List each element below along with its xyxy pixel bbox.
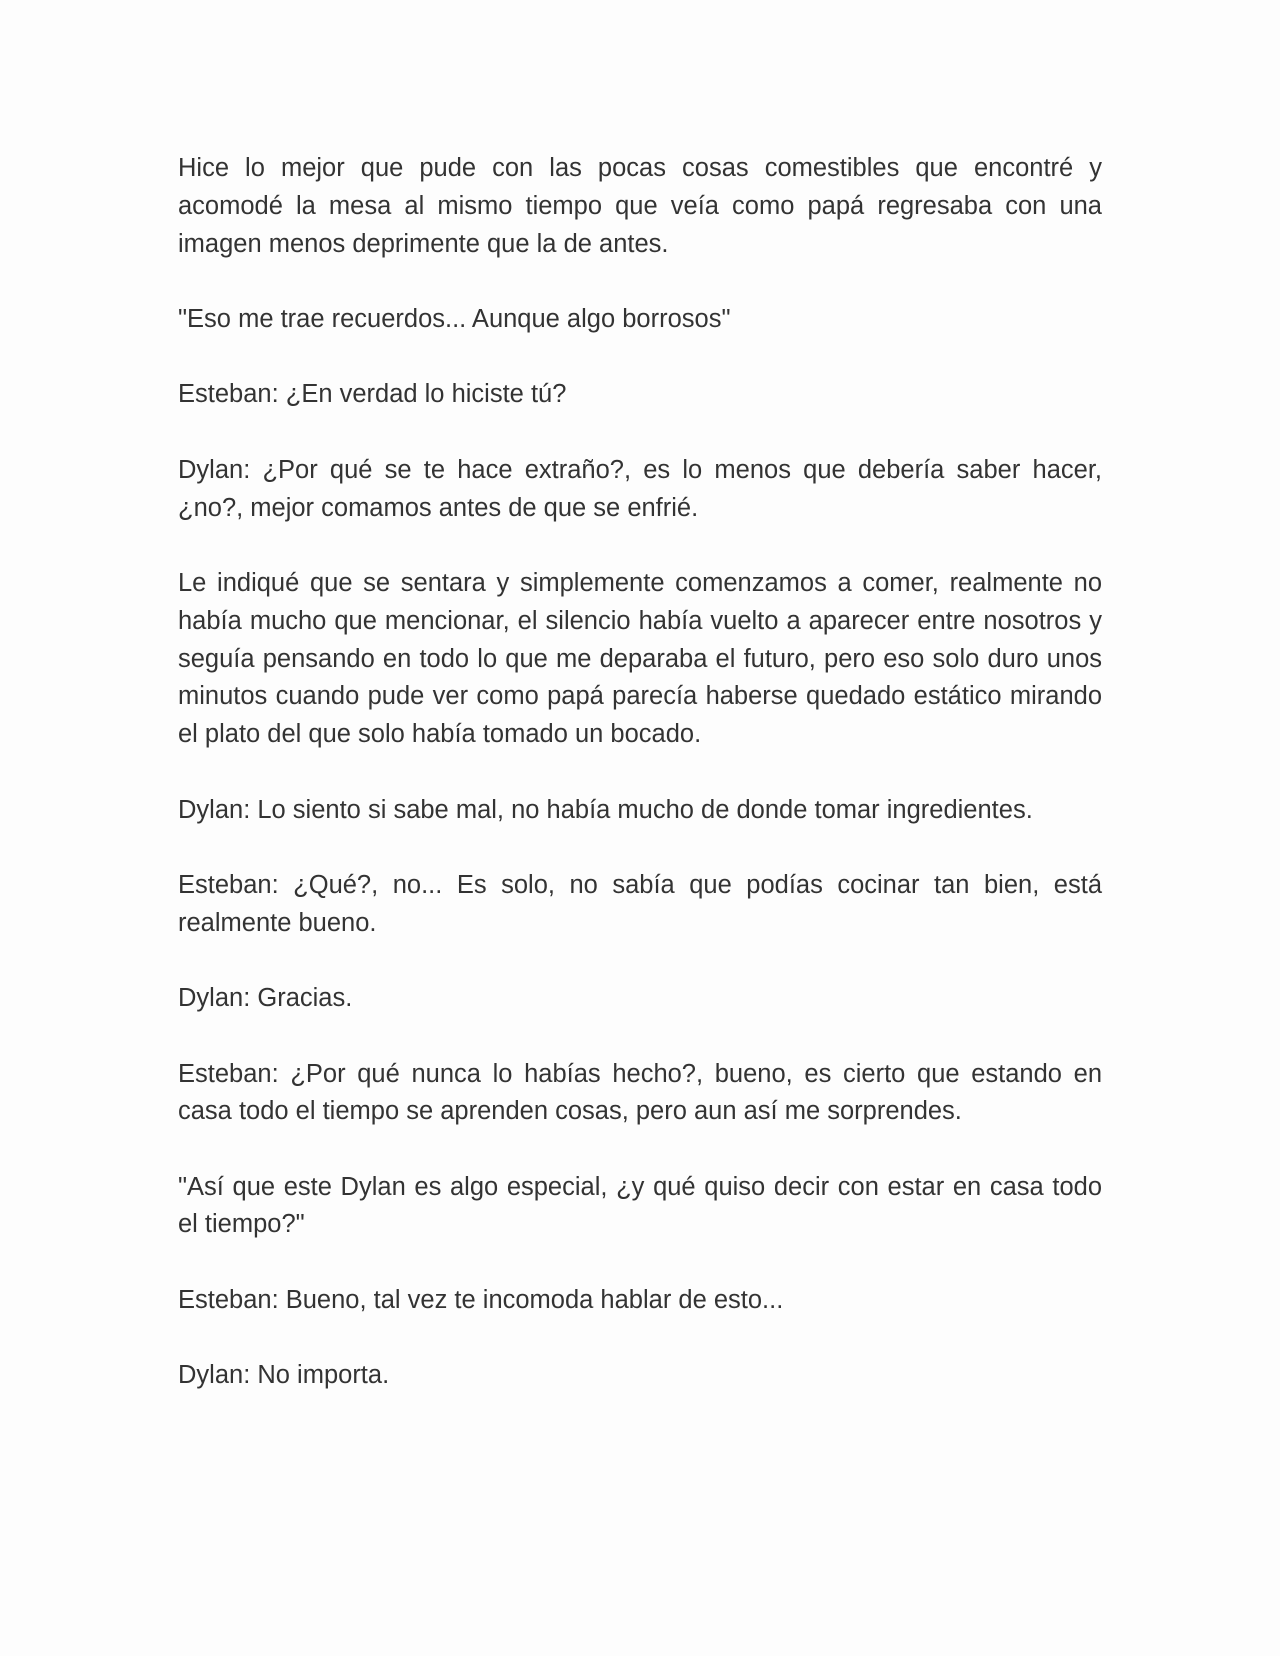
dialogue-line-dylan: Dylan: Gracias. <box>178 984 353 1013</box>
dialogue-line-esteban: Esteban: ¿Por qué nunca lo habías hecho?, bueno, es cierto que estando en casa todo el tiempo se aprenden cosas, pero aun así me sorprendes. <box>178 1059 1102 1126</box>
dialogue-line-esteban: Esteban: Bueno, tal vez te incomoda hablar de esto... <box>178 1285 784 1314</box>
narration-paragraph: Hice lo mejor que pude con las pocas cosas comestibles que encontré y acomodé la mesa al mismo tiempo que veía como papá regresaba con una imagen menos deprimente que la de antes. <box>178 154 1102 258</box>
dialogue-line-dylan: Dylan: ¿Por qué se te hace extraño?, es lo menos que debería saber hacer, ¿no?, mejor comamos antes de que se enfrié. <box>178 455 1102 522</box>
dialogue-line-esteban: Esteban: ¿En verdad lo hiciste tú? <box>178 380 567 409</box>
narration-paragraph: Le indiqué que se sentara y simplemente comenzamos a comer, realmente no había mucho que mencionar, el silencio había vuelto a aparecer entre nosotros y seguía pensando en todo lo que me deparaba el futuro, pero eso solo duro unos minutos cuando pude ver como papá parecía haberse quedado estático mirando el plato del que solo había tomado un bocado. <box>178 568 1102 749</box>
dialogue-line-dylan: Dylan: Lo siento si sabe mal, no había mucho de donde tomar ingredientes. <box>178 795 1033 824</box>
thought-paragraph: "Así que este Dylan es algo especial, ¿y qué quiso decir con estar en casa todo el tiempo?" <box>178 1172 1102 1239</box>
document-page <box>178 150 1102 1395</box>
dialogue-line-dylan: Dylan: No importa. <box>178 1361 390 1390</box>
dialogue-line-esteban: Esteban: ¿Qué?, no... Es solo, no sabía que podías cocinar tan bien, está realmente bueno. <box>178 870 1102 937</box>
thought-paragraph: "Eso me trae recuerdos... Aunque algo borrosos" <box>178 304 731 333</box>
